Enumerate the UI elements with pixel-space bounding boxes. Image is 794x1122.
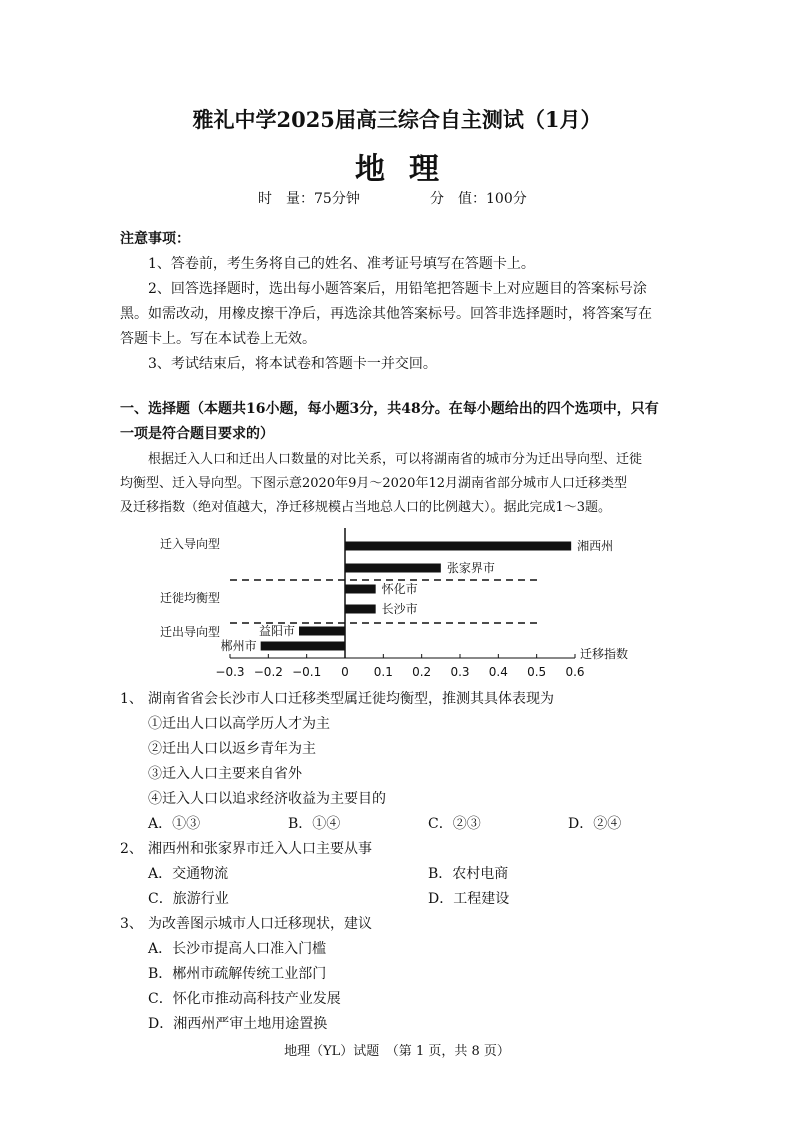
q1-option-c[interactable]: C．②③ xyxy=(428,816,481,832)
bar-6 xyxy=(261,642,345,651)
q3-option-a[interactable]: A．长沙市提高人口准入门槛 xyxy=(148,941,327,957)
x-tick-label-7: 0.3 xyxy=(450,665,470,679)
q2-option-b[interactable]: B．农村电商 xyxy=(428,866,509,882)
x-tick-label-9: 0.5 xyxy=(527,665,547,679)
notice-item-1: 1、答卷前，考生务将自己的姓名、准考证号填写在答题卡上。 xyxy=(148,256,535,272)
notice-item-2-cont: 黑。如需改动，用橡皮擦干净后，再选涂其他答案标号。回答非选择题时，将答案写在 xyxy=(120,306,652,322)
group-label-in: 迁入导向型 xyxy=(160,537,221,551)
subject-title: 地理 xyxy=(355,152,463,187)
intro-line-2: 均衡型、迁入导向型。下图示意2020年9月～2020年12月湖南省部分城市人口迁移类型 xyxy=(120,476,627,491)
notice-item-3: 3、考试结束后，将本试卷和答题卡一并交回。 xyxy=(148,356,437,372)
bar-2 xyxy=(345,564,441,573)
x-tick-label-6: 0.2 xyxy=(412,665,432,679)
notice-heading: 注意事项： xyxy=(120,231,190,247)
q3-option-c[interactable]: C．怀化市推动高科技产业发展 xyxy=(148,991,341,1007)
q2-option-c[interactable]: C．旅游行业 xyxy=(148,891,229,907)
intro-line-3: 及迁移指数（绝对值越大，净迁移规模占当地总人口的比例越大）。据此完成1～3题。 xyxy=(120,500,612,515)
q2-stem: 湘西州和张家界市迁入人口主要从事 xyxy=(148,841,372,857)
q1-stem: 湖南省省会长沙市人口迁移类型属迁徙均衡型，推测其具体表现为 xyxy=(148,691,554,707)
section-heading: 一、选择题（本题共16小题，每小题3分，共48分。在每小题给出的四个选项中，只有 xyxy=(120,401,659,417)
q3-option-d[interactable]: D．湘西州严审土地用途置换 xyxy=(148,1016,328,1032)
q3-stem: 为改善图示城市人口迁移现状，建议 xyxy=(148,916,372,932)
q1-number: 1、 xyxy=(120,691,143,707)
q2-number: 2、 xyxy=(120,841,143,857)
bar-label-1: 湘西州 xyxy=(577,539,614,553)
q3-number: 3、 xyxy=(120,916,143,932)
bar-3 xyxy=(345,585,376,594)
bar-5 xyxy=(299,627,345,636)
q3-option-b[interactable]: B．郴州市疏解传统工业部门 xyxy=(148,966,327,982)
q1-option-a[interactable]: A．①③ xyxy=(148,816,201,832)
page-footer: 地理（YL）试题 （第 1 页，共 8 页） xyxy=(284,1044,510,1059)
q1-statement-2: ②迁出人口以返乡青年为主 xyxy=(148,741,316,757)
bar-label-3: 怀化市 xyxy=(381,582,418,596)
intro-line-1: 根据迁入人口和迁出人口数量的对比关系，可以将湖南省的城市分为迁出导向型、迁徙 xyxy=(148,452,643,467)
bar-label-6: 郴州市 xyxy=(220,639,257,653)
notice-item-2: 2、回答选择题时，选出每小题答案后，用铅笔把答题卡上对应题目的答案标号涂 xyxy=(148,281,647,297)
score-label: 分 值：100分 xyxy=(430,191,527,207)
bar-label-4: 长沙市 xyxy=(381,602,418,616)
migration-chart xyxy=(150,528,670,686)
group-label-out: 迁出导向型 xyxy=(160,625,221,639)
q2-option-d[interactable]: D．工程建设 xyxy=(428,891,510,907)
q1-statement-3: ③迁入人口主要来自省外 xyxy=(148,766,302,782)
section-heading-cont: 一项是符合题目要求的） xyxy=(120,426,274,442)
exam-title: 雅礼中学2025届高三综合自主测试（1月） xyxy=(192,107,602,132)
x-tick-label-3: −0.1 xyxy=(292,665,322,679)
q1-statement-4: ④迁入人口以追求经济收益为主要目的 xyxy=(148,791,386,807)
x-tick-label-1: −0.3 xyxy=(215,665,245,679)
q1-option-b[interactable]: B．①④ xyxy=(288,816,341,832)
group-label-balance: 迁徙均衡型 xyxy=(160,591,221,605)
q1-statement-1: ①迁出人口以高学历人才为主 xyxy=(148,716,330,732)
x-axis-label: 迁移指数 xyxy=(580,647,629,661)
x-tick-label-4: 0 xyxy=(341,665,349,679)
bar-4 xyxy=(345,605,376,614)
x-tick-label-2: −0.2 xyxy=(253,665,283,679)
bar-label-2: 张家界市 xyxy=(446,561,495,575)
notice-item-2-cont2: 答题卡上。写在本试卷上无效。 xyxy=(120,331,316,347)
x-tick-label-10: 0.6 xyxy=(565,665,585,679)
time-label: 时 量：75分钟 xyxy=(258,191,360,207)
bar-label-5: 益阳市 xyxy=(258,624,295,638)
bar-1 xyxy=(345,542,571,551)
q1-option-d[interactable]: D．②④ xyxy=(568,816,622,832)
x-tick-label-8: 0.4 xyxy=(488,665,508,679)
q2-option-a[interactable]: A．交通物流 xyxy=(148,866,229,882)
x-tick-label-5: 0.1 xyxy=(373,665,393,679)
